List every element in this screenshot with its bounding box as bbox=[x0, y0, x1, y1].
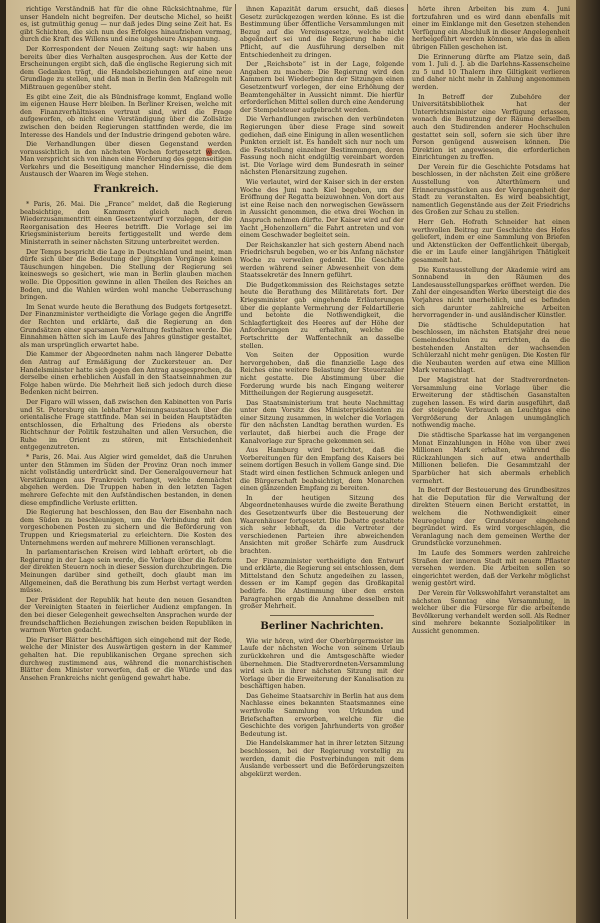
paragraph: Der Magistrat hat der Stadtverordneten-Versammlung eine Vorlage über die Erweiterung der städtischen Gasanstalten zugehen lassen. Es wird darin ausgeführt, daß der steigende Verbrauch an Leuchtgas eine Vergrößerung der Anlagen unumgänglich nothwendig mache. bbox=[412, 375, 570, 430]
paragraph: Herr Geh. Hofrath Schneider hat einen werthvollen Beitrag zur Geschichte des Hofes geliefert, indem er eine Sammlung von Briefen und Aktenstücken der Oeffentlichkeit übergab, die er im Laufe einer langjährigen Thätigkeit gesammelt hat. bbox=[412, 218, 570, 264]
paragraph: Die städtische Schuldeputation hat beschlossen, im nächsten Etatsjahr drei neue Gemeindeschulen zu errichten, da die bestehenden Anstalten der wachsenden Schülerzahl nicht mehr genügen. Die Kosten für die Neubauten werden auf etwa eine Million Mark veranschlagt. bbox=[412, 320, 570, 375]
page-edge-shadow bbox=[576, 0, 600, 923]
paragraph: In Betreff der Zubehöre der Universitätsbibliothek hat der Unterrichtsminister eine Verfügung erlassen, wonach die Benutzung der Räume derselben auch den Studirenden anderer Hochschulen gestattet sein soll, sofern sie sich über ihre Person genügend ausweisen können. Die Direktion ist angewiesen, die erforderlichen Einrichtungen zu treffen. bbox=[412, 92, 570, 162]
paragraph: Die Regierung hat beschlossen, den Bau der Eisenbahn nach dem Süden zu beschleunigen, um die Verbindung mit den vorgeschobenen Posten zu sichern und die Beförderung von Truppen und Kriegsmaterial zu erleichtern. Die Kosten des Unternehmens werden auf mehrere Millionen veranschlagt. bbox=[20, 508, 232, 547]
paragraph: * Paris, 26. Mai. Aus Algier wird gemeldet, daß die Unruhen unter den Stämmen im Süden der Provinz Oran noch immer nicht vollständig unterdrückt sind. Der Generalgouverneur hat Verstärkungen aus Frankreich verlangt, welche demnächst abgehen werden. Die Truppen haben in den letzten Tagen mehrere Gefechte mit den Aufständischen bestanden, in denen diese empfindliche Verluste erlitten. bbox=[20, 453, 232, 507]
paragraph: Die Verhandlungen zwischen den verbündeten Regierungen über diese Frage sind soweit gediehen, daß eine Einigung in allen wesentlichen Punkten erzielt ist. Es handelt sich nur noch um die Feststellung einzelner Bestimmungen, deren Fassung noch nicht endgültig vereinbart worden ist. Die Vorlage wird dem Bundesrath in seiner nächsten Plenarsitzung zugehen. bbox=[240, 115, 404, 177]
paragraph: Der „Reichsbote“ ist in der Lage, folgende Angaben zu machen: Die Regierung wird den Kammern bei Wiederbeginn der Sitzungen einen Gesetzentwurf vorlegen, der eine Erhöhung der Beamtengehälter in Aussicht nimmt. Die hierfür erforderlichen Mittel sollen durch eine Aenderung der Stempelsteuer aufgebracht werden. bbox=[240, 60, 404, 114]
paragraph: Der Verein für Volkswohlfahrt veranstaltet am nächsten Sonntag eine Versammlung, in welcher über die Fürsorge für die arbeitende Bevölkerung verhandelt werden soll. Als Redner sind mehrere bekannte Sozialpolitiker in Aussicht genommen. bbox=[412, 588, 570, 635]
paragraph: Die Kammer der Abgeordneten nahm nach längerer Debatte den Antrag auf Ermäßigung der Zuckersteuer an. Der Handelsminister hatte sich gegen den Antrag ausgesprochen, da derselbe einen erheblichen Ausfall in den Staatseinnahmen zur Folge haben würde. Die Mehrheit ließ sich jedoch durch diese Bedenken nicht beirren. bbox=[20, 350, 232, 397]
paragraph: Die Pariser Blätter beschäftigen sich eingehend mit der Rede, welche der Minister des Auswärtigen gestern in der Kammer gehalten hat. Die republikanischen Organe sprechen sich durchweg zustimmend aus, während die monarchistischen Blätter dem Minister vorwerfen, daß er die Würde und das Ansehen Frankreichs nicht genügend gewahrt habe. bbox=[20, 635, 232, 682]
section-heading: Berliner Nachrichten. bbox=[260, 620, 384, 632]
column-3 bbox=[412, 6, 570, 918]
section-heading: Frankreich. bbox=[93, 184, 159, 196]
paragraph: Der Verein für die Geschichte Potsdams hat beschlossen, in der nächsten Zeit eine größere Ausstellung von Alterthümern und Erinnerungsstücken aus der Vergangenheit der Stadt zu veranstalten. Es wird beabsichtigt, namentlich Gegenstände aus der Zeit Friedrichs des Großen zur Schau zu stellen. bbox=[412, 162, 570, 217]
paragraph: Das Geheime Staatsarchiv in Berlin hat aus dem Nachlasse eines bekannten Staatsmannes eine werthvolle Sammlung von Urkunden und Briefschaften erworben, welche für die Geschichte des vorigen Jahrhunderts von großer Bedeutung ist. bbox=[240, 691, 404, 738]
paragraph: Wie wir hören, wird der Oberbürgermeister im Laufe der nächsten Woche von seinem Urlaub zurückkehren und die Amtsgeschäfte wieder übernehmen. Die Stadtverordneten-Versammlung wird sich in ihrer nächsten Sitzung mit der Vorlage über die Erweiterung der Kanalisation zu beschäftigen haben. bbox=[240, 636, 404, 691]
paragraph: Der Korrespondent der Neuen Zeitung sagt: wir haben uns bereits über dies Verhalten ausgesprochen. Aus der Kette der Erscheinungen ergibt sich, daß die englische Regierung sich mit dem Gedanken trägt, die Handelsbeziehungen auf eine neue Grundlage zu stellen, und daß man in Berlin den Maßregeln mit Mißtrauen gegenüber steht. bbox=[20, 44, 232, 91]
paragraph: Es gibt eine Zeit, die als Bündnisfrage kommt, England wolle im eigenen Hause Herr bleiben. In Berliner Kreisen, welche mit den Finanzverhältnissen vertraut sind, wird die Frage aufgeworfen, ob nicht eine Verständigung über die Zollsätze zwischen den beiden Regierungen stattfinden werde, die im Interesse des Handels und der Industrie dringend geboten wäre. bbox=[20, 92, 232, 139]
paragraph: richtige Verständniß hat für die ohne Rücksichtnahme, für unser Handeln nicht begreifen. Der deutsche Michel, so heißt es, ist gutmüthig genug — nur daß jedes Ding seine Zeit hat. Es gibt Schichten, die sich nun des Erfolges hinaufziehen vermag, durch die Kraft des Willens und eine ungeheure Anspannung. bbox=[20, 6, 232, 44]
paragraph: hörte ihren Arbeiten bis zum 4. Juni fortzufahren und es wird dann ebenfalls mit einer im Einklange mit den Gesetzen stehenden Verfügung ein Abschluß in dieser Angelegenheit herbeigeführt werden können, wie das in allen übrigen Fällen geschehen ist. bbox=[412, 6, 570, 51]
paragraph: Aus Hamburg wird berichtet, daß die Vorbereitungen für den Empfang des Kaisers bei seinem dortigen Besuch in vollem Gange sind. Die Stadt wird einen festlichen Schmuck anlegen und die Bürgerschaft beabsichtigt, dem Monarchen einen glänzenden Empfang zu bereiten. bbox=[240, 446, 404, 493]
paragraph: Der Figaro will wissen, daß zwischen den Kabinetten von Paris und St. Petersburg ein lebhafter Meinungsaustausch über die orientalische Frage stattfinde. Man sei in beiden Hauptstädten entschlossen, die Erhaltung des Friedens als oberste Richtschnur der Politik festzuhalten und allen Versuchen, die Ruhe im Orient zu stören, mit Entschiedenheit entgegenzutreten. bbox=[20, 397, 232, 452]
paragraph: Der Temps bespricht die Lage in Deutschland und meint, man dürfe sich über die Bedeutung der jüngsten Vorgänge keinen Täuschungen hingeben. Die Stellung der Regierung sei keineswegs so gesichert, wie man in Berlin glauben machen wolle. Die Opposition gewinne in allen Theilen des Reiches an Boden, und die Wahlen würden wohl manche Ueberraschung bringen. bbox=[20, 247, 232, 302]
paragraph: In der heutigen Sitzung des Abgeordnetenhauses wurde die zweite Berathung des Gesetzentwurfs über die Besteuerung der Waarenhäuser fortgesetzt. Die Debatte gestaltete sich sehr lebhaft, da die Vertreter der verschiedenen Parteien ihre abweichenden Ansichten mit großer Schärfe zum Ausdruck brachten. bbox=[240, 493, 404, 555]
paragraph: Der Finanzminister vertheidigte den Entwurf und erklärte, die Regierung sei entschlossen, dem Mittelstand den Schutz angedeihen zu lassen, dessen er im Kampf gegen das Großkapital bedürfe. Die Abstimmung über den ersten Paragraphen ergab die Annahme desselben mit großer Mehrheit. bbox=[240, 556, 404, 611]
paragraph: Die städtische Sparkasse hat im vergangenen Monat Einzahlungen in Höhe von über zwei Millionen Mark erhalten, während die Rückzahlungen sich auf etwa anderthalb Millionen beliefen. Die Gesammtzahl der Sparbücher hat sich abermals erheblich vermehrt. bbox=[412, 431, 570, 485]
newspaper-page bbox=[6, 0, 576, 923]
paragraph: Die Kunstausstellung der Akademie wird am Sonnabend in den Räumen des Landesausstellungsparkes eröffnet werden. Die Zahl der eingesandten Werke übersteigt die des Vorjahres nicht unerheblich, und es befinden sich darunter zahlreiche Arbeiten hervorragender in- und ausländischer Künstler. bbox=[412, 265, 570, 320]
column-rule bbox=[235, 4, 236, 919]
paragraph: Das Staatsministerium trat heute Nachmittag unter dem Vorsitz des Ministerpräsidenten zu einer Sitzung zusammen, in welcher die Vorlagen für den nächsten Landtag berathen wurden. Es verlautet, daß hierbei auch die Frage der Kanalvorlage zur Sprache gekommen sei. bbox=[240, 398, 404, 445]
paragraph: In Betreff der Besteuerung des Grundbesitzes hat die Deputation für die Verwaltung der direkten Steuern einen Bericht erstattet, in welchem die Nothwendigkeit einer Neuregelung der Grundsteuer eingehend begründet wird. Es wird vorgeschlagen, die Veranlagung nach dem gemeinen Werthe der Grundstücke vorzunehmen. bbox=[412, 486, 570, 548]
paragraph: Die Erinnerung dürfte am Platze sein, daß vom 1. Juli d. J. ab die Darlehns-Kassenscheine zu 5 und 10 Thalern ihre Giltigkeit verlieren und daher nicht mehr in Zahlung angenommen werden. bbox=[412, 52, 570, 91]
paragraph: Die Budgetkommission des Reichstages setzte heute die Berathung des Militäretats fort. Der Kriegsminister gab eingehende Erläuterungen über die geplante Vermehrung der Feldartillerie und betonte die Nothwendigkeit, die Schlagfertigkeit des Heeres auf der Höhe der Anforderungen zu erhalten, welche die Fortschritte der Waffentechnik an dasselbe stellen. bbox=[240, 280, 404, 350]
paragraph: Von Seiten der Opposition wurde hervorgehoben, daß die finanzielle Lage des Reiches eine weitere Belastung der Steuerzahler nicht gestatte. Die Abstimmung über die Forderung wurde bis nach Eingang weiterer Mittheilungen der Regierung ausgesetzt. bbox=[240, 351, 404, 398]
paragraph: Im Senat wurde heute die Berathung des Budgets fortgesetzt. Der Finanzminister vertheidigte die Vorlage gegen die Angriffe der Rechten und erklärte, daß die Regierung an den Grundsätzen einer sparsamen Verwaltung festhalten werde. Die Einnahmen hätten sich im Laufe des Jahres günstiger gestaltet, als man ursprünglich erwartet habe. bbox=[20, 302, 232, 349]
column-2 bbox=[240, 6, 404, 918]
paragraph: In parlamentarischen Kreisen wird lebhaft erörtert, ob die Regierung in der Lage sein werde, die Vorlage über die Reform der direkten Steuern noch in dieser Session durchzubringen. Die Meinungen darüber sind getheilt, doch glaubt man im Allgemeinen, daß die Berathung bis zum Herbst vertagt werden müsse. bbox=[20, 548, 232, 595]
paragraph: Im Laufe des Sommers werden zahlreiche Straßen der inneren Stadt mit neuem Pflaster versehen werden. Die Arbeiten sollen so eingerichtet werden, daß der Verkehr möglichst wenig gestört wird. bbox=[412, 548, 570, 588]
column-rule bbox=[407, 4, 408, 919]
column-1 bbox=[20, 6, 232, 918]
section-divider bbox=[270, 615, 374, 616]
paragraph: Die Handelskammer hat in ihrer letzten Sitzung beschlossen, bei der Regierung vorstellig zu werden, damit die Postverbindungen mit dem Auslande verbessert und die Beförderungszeiten abgekürzt werden. bbox=[240, 739, 404, 778]
paragraph: * Paris, 26. Mai. Die „France“ meldet, daß die Regierung beabsichtige, den Kammern gleich nach deren Wiederzusammentritt einen Gesetzentwurf vorzulegen, der die Reorganisation des Heeres betrifft. Die Vorlage sei im Kriegsministerium bereits fertiggestellt und werde dem Ministerrath in seiner nächsten Sitzung unterbreitet werden. bbox=[20, 200, 232, 247]
paragraph: Die Verhandlungen über diesen Gegenstand werden voraussichtlich in den nächsten Wochen fortgesetzt werden. Man verspricht sich von ihnen eine Förderung des gegenseitigen Verkehrs und die Beseitigung mancher Hindernisse, die dem Austausch der Waaren im Wege stehen. bbox=[20, 140, 232, 179]
paragraph: Wie verlautet, wird der Kaiser sich in der ersten Woche des Juni nach Kiel begeben, um der Eröffnung der Regatta beizuwohnen. Von dort aus ist eine Reise nach den norwegischen Gewässern in Aussicht genommen, die etwa drei Wochen in Anspruch nehmen dürfte. Der Kaiser wird auf der Yacht „Hohenzollern“ die Fahrt antreten und von einem Geschwader begleitet sein. bbox=[240, 178, 404, 240]
paragraph: ihnen Kapazität darum ersucht, daß dieses Gesetz zurückgezogen werden könne. Es ist die Bestimmung über öffentliche Versammlungen mit Bezug auf die Vereinsgesetze, welche nicht abgeändert sei und die Regierung habe die Pflicht, auf die Ausführung derselben mit Entschiedenheit zu dringen. bbox=[240, 6, 404, 59]
paragraph: Der Reichskanzler hat sich gestern Abend nach Friedrichsruh begeben, wo er bis Anfang nächster Woche zu verweilen gedenkt. Die Geschäfte werden während seiner Abwesenheit von dem Staatssekretär des Innern geführt. bbox=[240, 240, 404, 280]
paragraph: Der Präsident der Republik hat heute den neuen Gesandten der Vereinigten Staaten in feierlicher Audienz empfangen. In den bei dieser Gelegenheit gewechselten Ansprachen wurde der freundschaftlichen Beziehungen zwischen beiden Republiken in warmen Worten gedacht. bbox=[20, 595, 232, 635]
